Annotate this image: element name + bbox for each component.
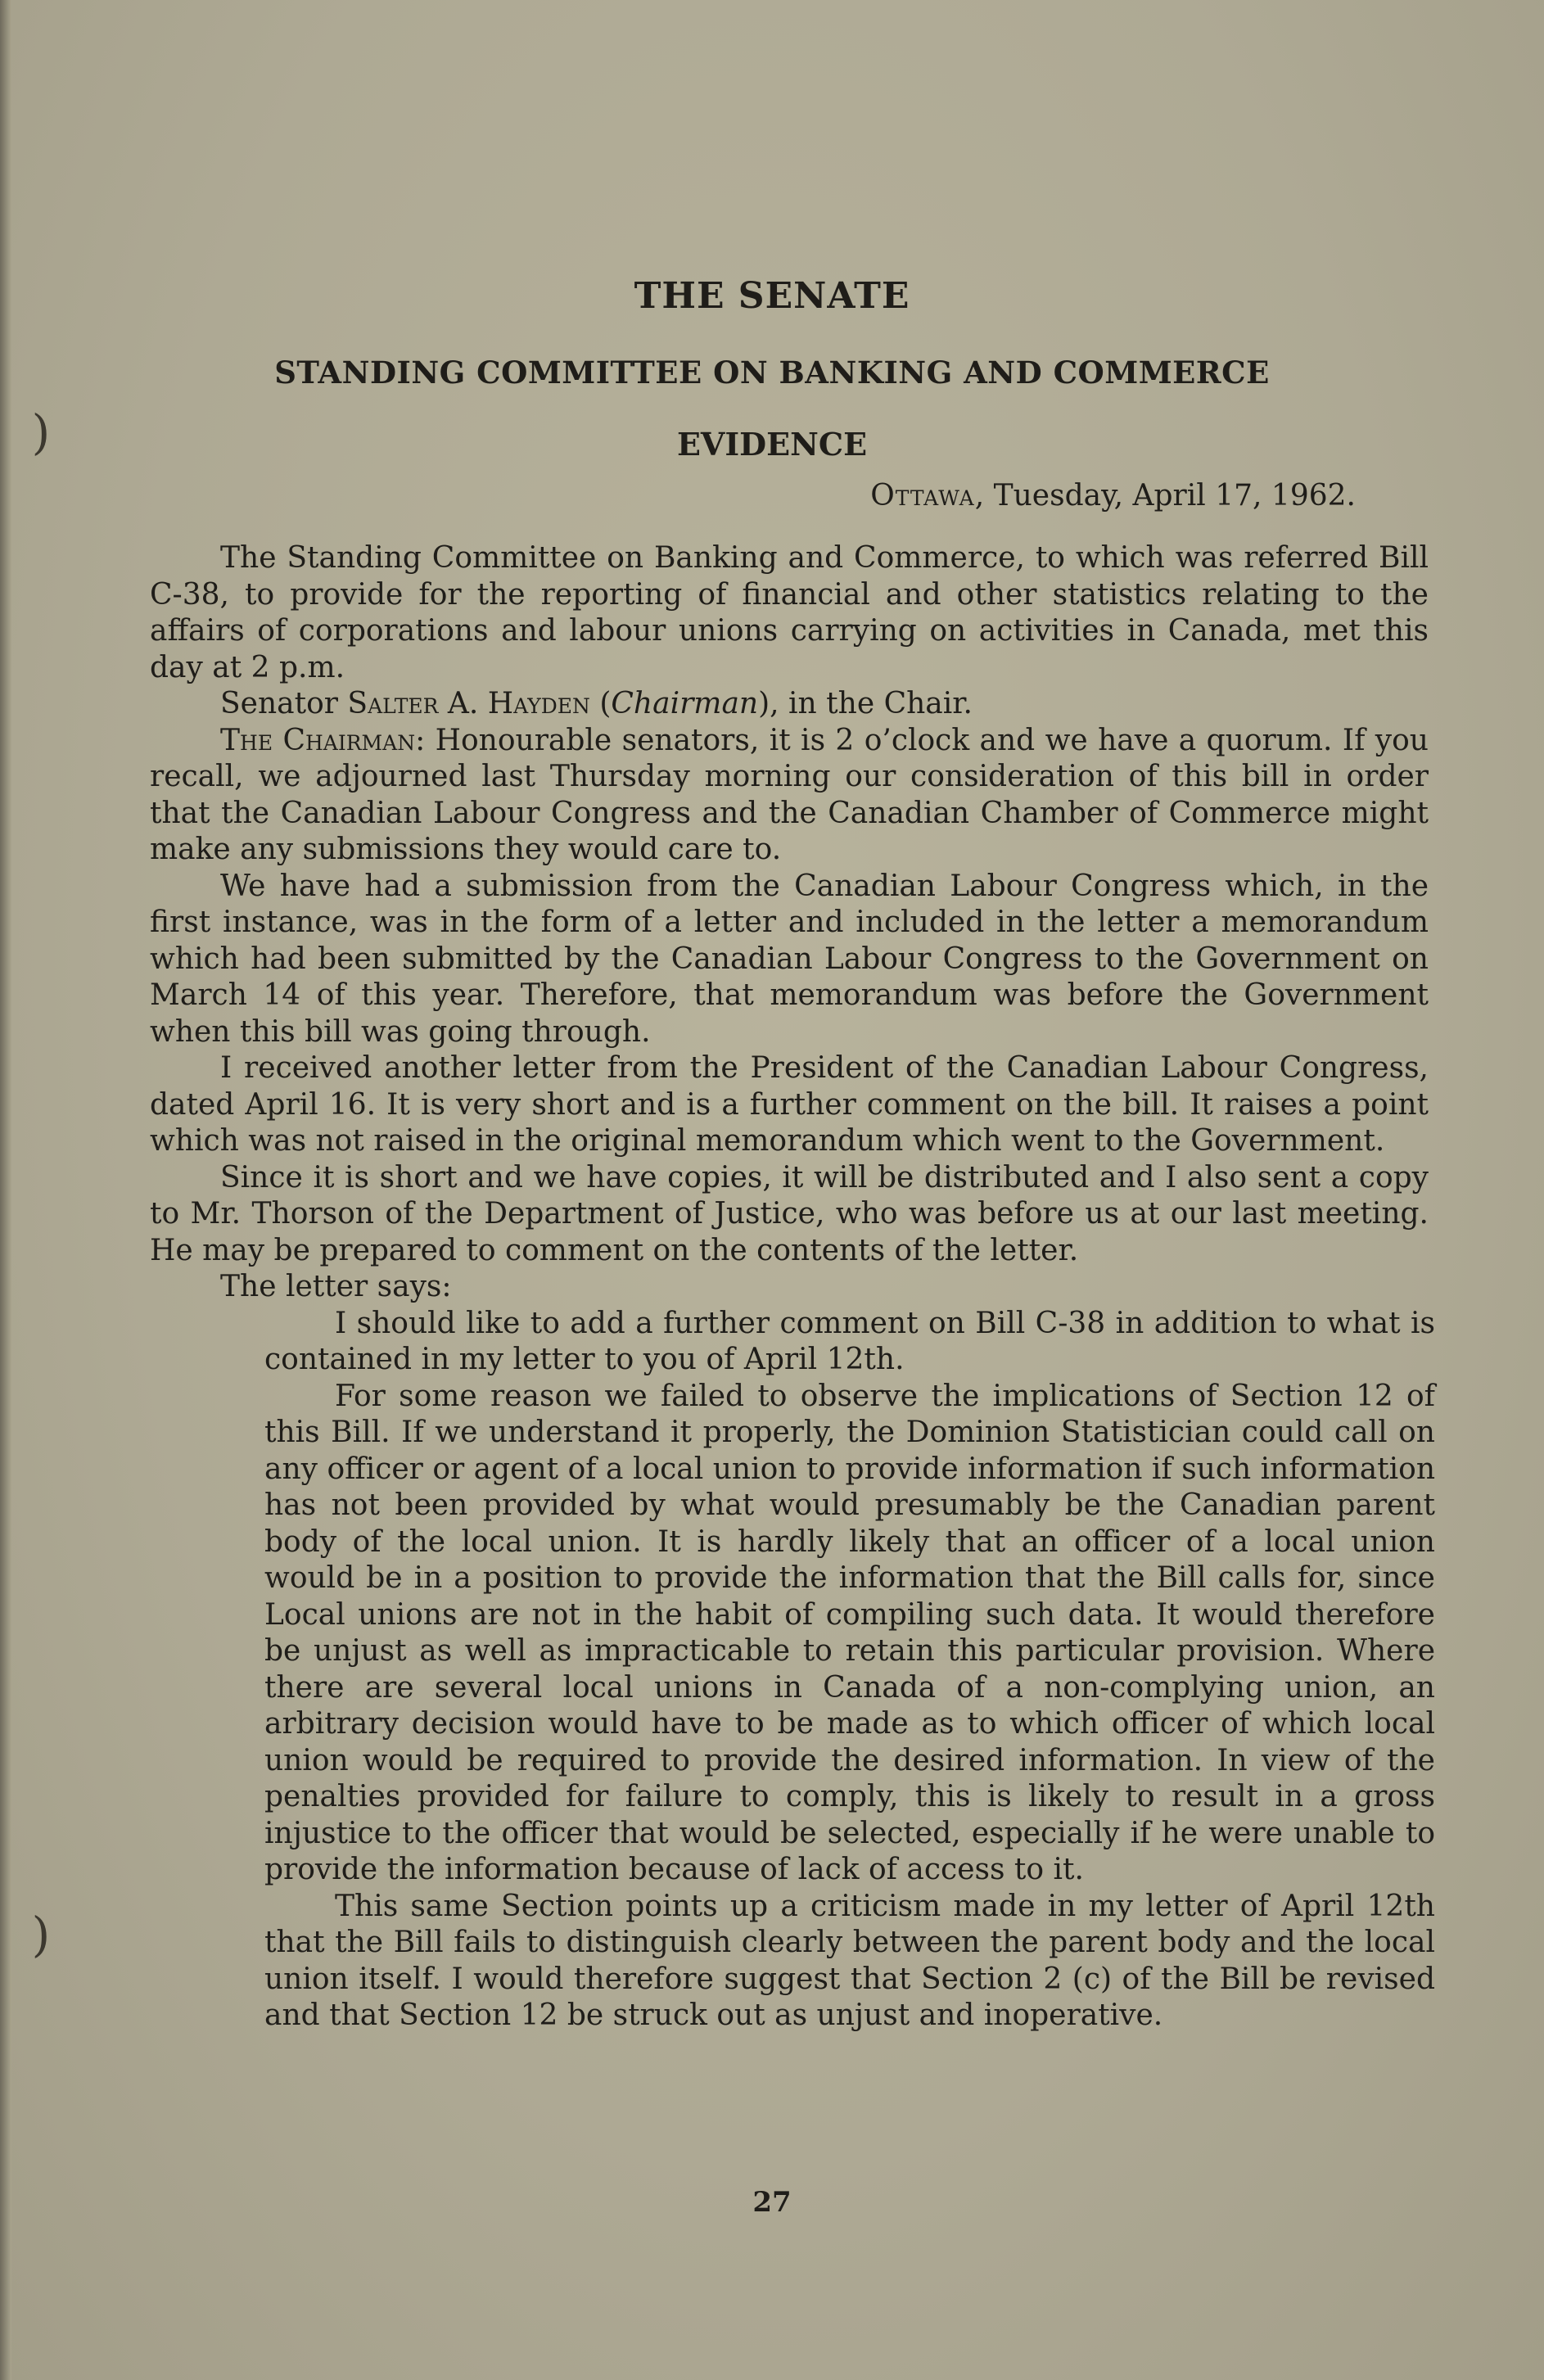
paragraph-text: : Honourable senators, it is 2 o’clock and we have a quorum. If you recall, we adjourned last Thursday morning our consideration of this bill in order that the Canadian Labour Congress and the Canadian Chamber of Commerce might make any submissions they would care to. xyxy=(150,723,1429,866)
page-title: THE SENATE xyxy=(634,275,910,317)
dateline xyxy=(870,479,1356,513)
paragraph-text: ), in the Chair. xyxy=(758,687,973,720)
paragraph xyxy=(150,686,1429,723)
paragraph: The letter says: xyxy=(220,1270,452,1303)
paragraph-text: Senator xyxy=(220,687,348,720)
paragraph: Since it is short and we have copies, it will be distributed and I also sent a copy to Mr. Thorson of the Department of Justice, who was before us at our last meeting. He may be prepared to comment on the contents of the letter. xyxy=(150,1160,1429,1267)
committee-heading: STANDING COMMITTEE ON BANKING AND COMMERCE xyxy=(274,355,1270,391)
speaker-name: The Chairman xyxy=(220,723,416,757)
dateline-place: Ottawa xyxy=(870,479,975,513)
chairman-name: Salter A. Hayden xyxy=(347,687,590,720)
paragraph: We have had a submission from the Canadian Labour Congress which, in the first instance, was in the form of a letter and included in the letter a memorandum which had been submitted by the Canadian Labour Congress to the Government on March 14 of this year. Therefore, that memorandum was before the Government when this bill was going through. xyxy=(150,869,1429,1049)
letter-paragraph: I should like to add a further comment on Bill C-38 in addition to what is contained in my letter to you of April 12th. xyxy=(264,1306,1435,1376)
binder-ring-mark: ) xyxy=(31,1907,51,1962)
chairman-role: Chairman xyxy=(611,687,759,720)
letter-paragraph: This same Section points up a criticism made in my letter of April 12th that the Bill fails to distinguish clearly between the parent body and the local union itself. I would therefore suggest that Section 2 (c) of the Bill be revised and that Section 12 be struck out as unjust and inoperative. xyxy=(264,1889,1435,2032)
dateline-date: , Tuesday, April 17, 1962. xyxy=(974,479,1356,513)
binder-ring-mark: ) xyxy=(31,404,51,460)
quoted-letter xyxy=(264,1306,1435,2035)
paragraph-text: ( xyxy=(589,687,612,720)
page-number: 27 xyxy=(752,2186,792,2219)
paragraph: I received another letter from the President of the Canadian Labour Congress, dated April 16. It is very short and is a further comment on the bill. It raises a point which was not raised in the original memorandum which went to the Government. xyxy=(150,1051,1429,1158)
letter-paragraph: For some reason we failed to observe the implications of Section 12 of this Bill. If we understand it properly, the Dominion Statistician could call on any officer or agent of a local union to provide information if such information has not been provided by what would presumably be the Canadian parent body of the local union. It is hardly likely that an officer of a local union would be in a position to provide the information that the Bill calls for, since Local unions are not in the habit of compiling such data. It would therefore be unjust as well as impracticable to retain this particular provision. Where there are several local unions in Canada of a non-complying union, an arbitrary decision would have to be made as to which officer of which local union would be required to provide the desired information. In view of the penalties provided for failure to comply, this is likely to result in a gross injustice to the officer that would be selected, especially if he were unable to provide the information because of lack of access to it. xyxy=(264,1379,1435,1886)
paragraph xyxy=(150,723,1429,869)
section-heading: EVIDENCE xyxy=(676,426,868,463)
body-text xyxy=(150,540,1435,2035)
paragraph: The Standing Committee on Banking and Commerce, to which was referred Bill C-38, to provide for the reporting of financial and other statistics relating to the affairs of corporations and labour unions carrying on activities in Canada, met this day at 2 p.m. xyxy=(150,541,1429,684)
